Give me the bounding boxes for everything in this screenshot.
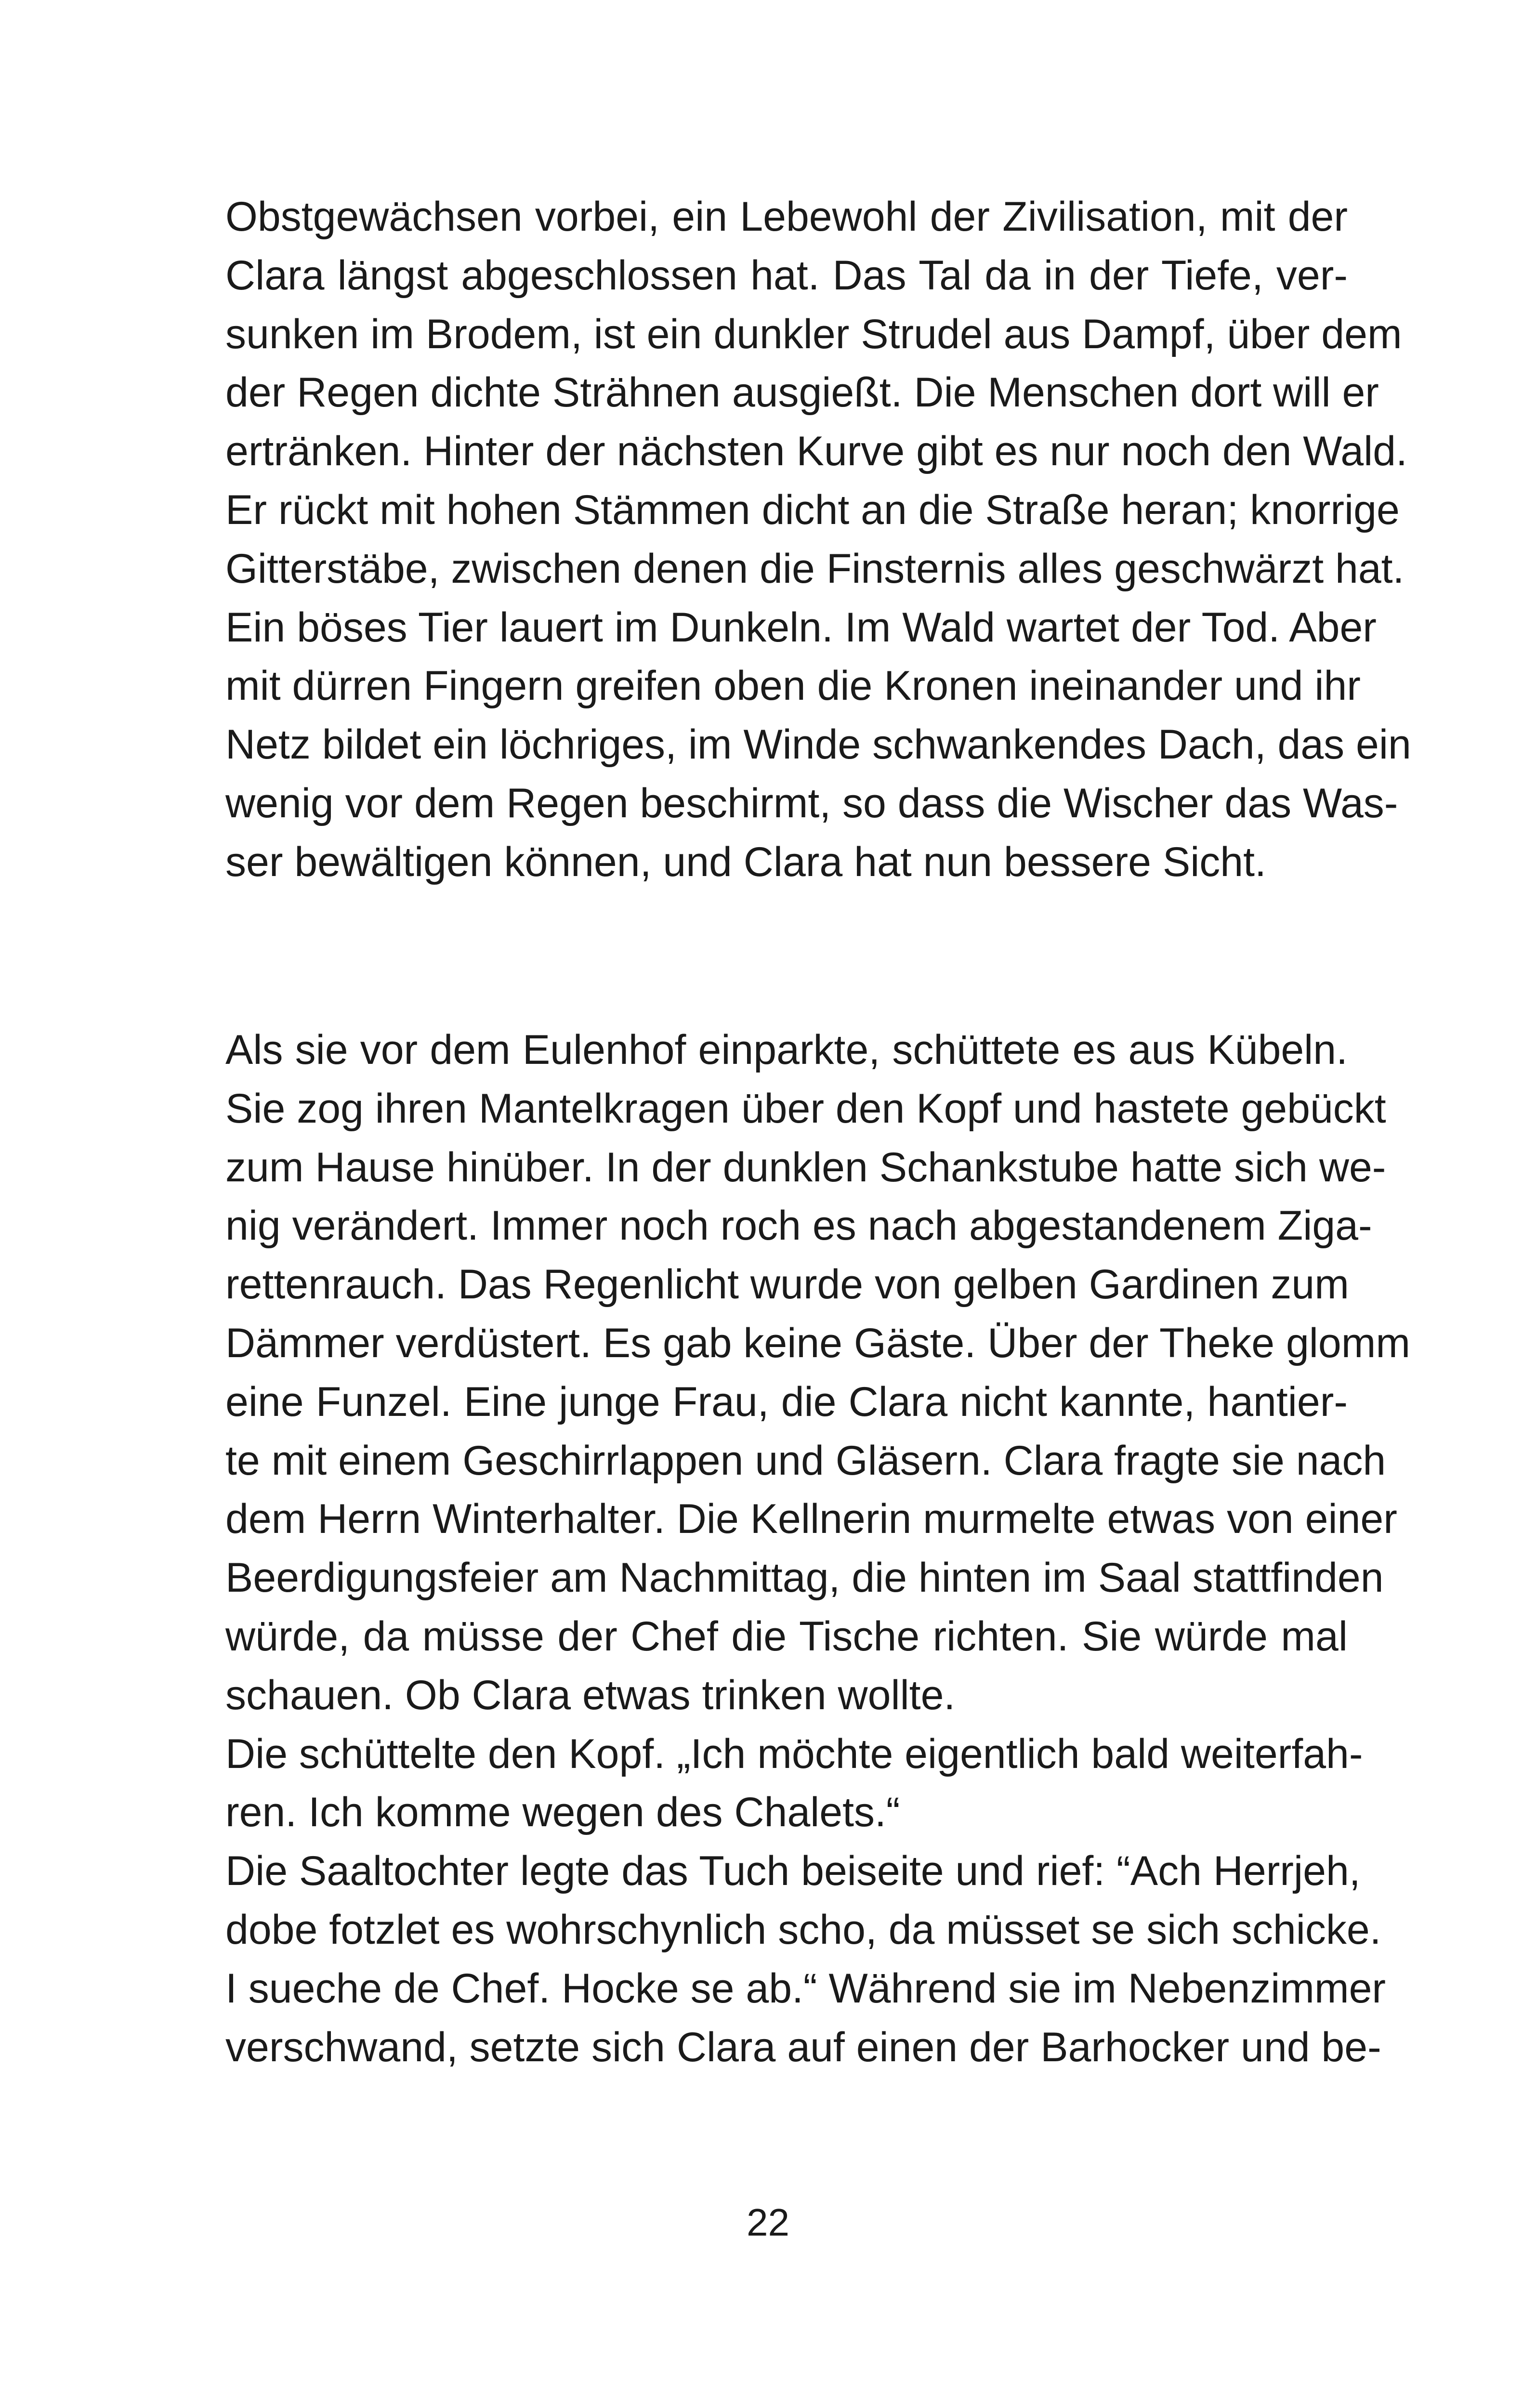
- text-line: zum Hause hinüber. In der dunklen Schankstube hatte sich we-: [225, 1144, 1386, 1191]
- paragraph-1: [225, 188, 1411, 892]
- paragraph-2: [225, 1021, 1410, 2077]
- text-line: verschwand, setzte sich Clara auf einen der Barhocker und be-: [225, 2024, 1381, 2070]
- text-line: wenig vor dem Regen beschirmt, so dass die Wischer das Was-: [225, 780, 1398, 826]
- text-line: ren. Ich komme wegen des Chalets.“: [225, 1789, 900, 1836]
- text-line: Clara längst abgeschlossen hat. Das Tal da in der Tiefe, ver-: [225, 252, 1348, 299]
- text-line: Die schüttelte den Kopf. „Ich möchte eigentlich bald weiterfah-: [225, 1730, 1363, 1777]
- text-line: Dämmer verdüstert. Es gab keine Gäste. Über der Theke glomm: [225, 1320, 1410, 1366]
- page-number: 22: [747, 2201, 789, 2244]
- text-line: te mit einem Geschirrlappen und Gläsern. Clara fragte sie nach: [225, 1437, 1386, 1484]
- text-line: dem Herrn Winterhalter. Die Kellnerin murmelte etwas von einer: [225, 1496, 1397, 1543]
- text-line: ser bewältigen können, und Clara hat nun bessere Sicht.: [225, 838, 1266, 885]
- text-line: Netz bildet ein löchriges, im Winde schwankendes Dach, das ein: [225, 721, 1411, 768]
- text-line: Obstgewächsen vorbei, ein Lebewohl der Zivilisation, mit der: [225, 194, 1348, 240]
- text-line: Gitterstäbe, zwischen denen die Finsternis alles geschwärzt hat.: [225, 545, 1405, 592]
- text-line: Sie zog ihren Mantelkragen über den Kopf und hastete gebückt: [225, 1085, 1386, 1132]
- text-line: sunken im Brodem, ist ein dunkler Strudel aus Dampf, über dem: [225, 311, 1402, 357]
- text-line: rettenrauch. Das Regenlicht wurde von gelben Gardinen zum: [225, 1261, 1349, 1308]
- text-line: Er rückt mit hohen Stämmen dicht an die Straße heran; knorrige: [225, 486, 1400, 533]
- text-line: Beerdigungsfeier am Nachmittag, die hinten im Saal stattfinden: [225, 1555, 1384, 1601]
- text-line: I sueche de Chef. Hocke se ab.“ Während sie im Nebenzimmer: [225, 1965, 1386, 2012]
- text-line: würde, da müsse der Chef die Tische richten. Sie würde mal: [225, 1613, 1348, 1660]
- text-line: mit dürren Fingern greifen oben die Kronen ineinander und ihr: [225, 663, 1361, 709]
- text-line: Die Saaltochter legte das Tuch beiseite und rief: “Ach Herrjeh,: [225, 1848, 1361, 1895]
- text-line: Als sie vor dem Eulenhof einparkte, schüttete es aus Kübeln.: [225, 1027, 1348, 1073]
- text-line: eine Funzel. Eine junge Frau, die Clara nicht kannte, hantier-: [225, 1378, 1348, 1425]
- text-line: nig verändert. Immer noch roch es nach abgestandenem Ziga-: [225, 1203, 1372, 1249]
- text-line: Ein böses Tier lauert im Dunkeln. Im Wald wartet der Tod. Aber: [225, 604, 1377, 651]
- text-line: ertränken. Hinter der nächsten Kurve gibt es nur noch den Wald.: [225, 428, 1407, 475]
- text-line: schauen. Ob Clara etwas trinken wollte.: [225, 1672, 956, 1718]
- text-line: der Regen dichte Strähnen ausgießt. Die Menschen dort will er: [225, 369, 1379, 416]
- text-line: dobe fotzlet es wohrschynlich scho, da müsset se sich schicke.: [225, 1906, 1381, 1953]
